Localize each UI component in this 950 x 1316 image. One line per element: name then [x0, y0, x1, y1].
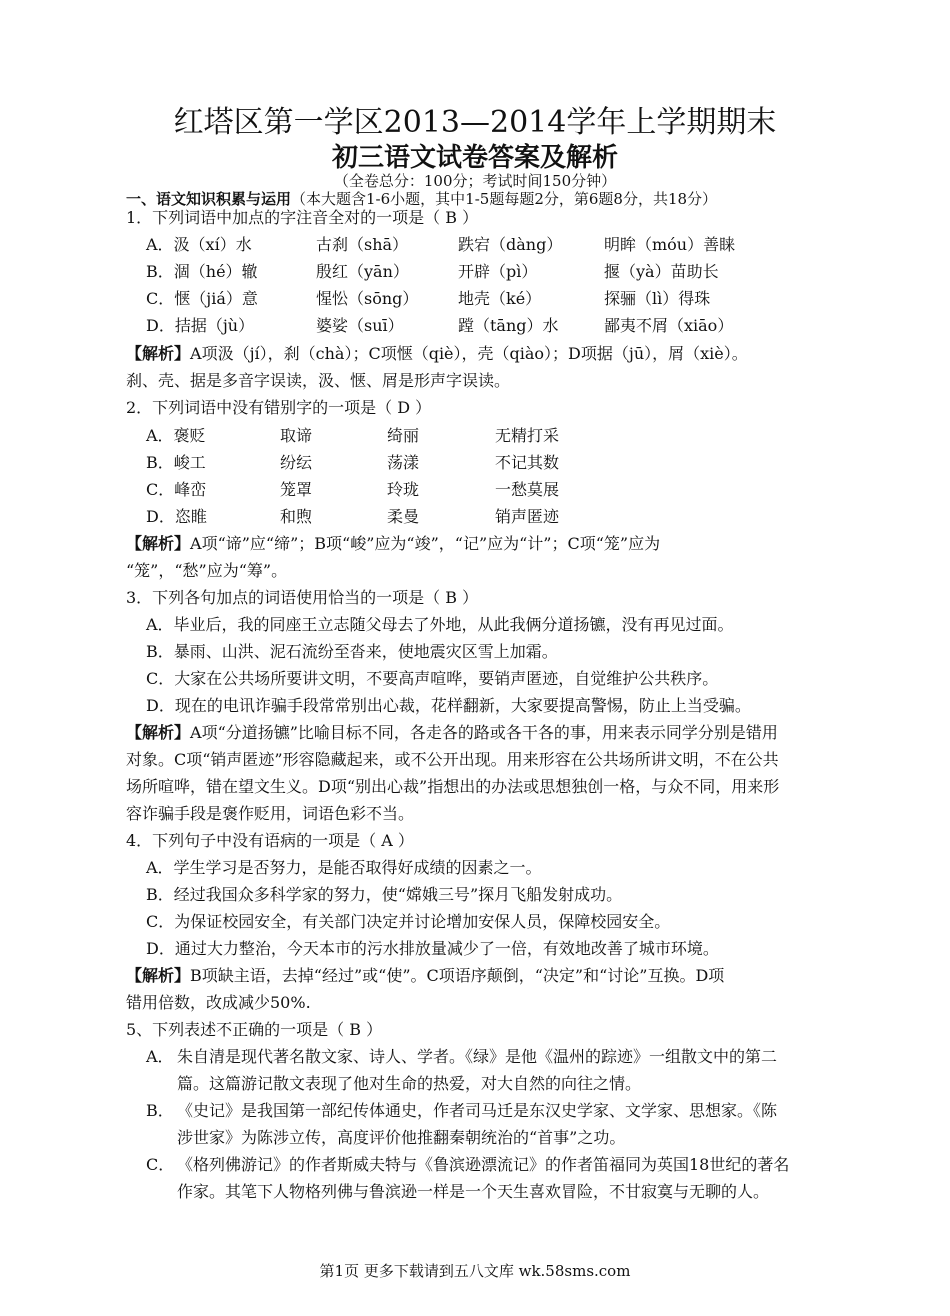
q1-cell: 探骊（lì）得珠 [604, 289, 711, 308]
q1-cell: 地壳（ké） [458, 289, 542, 308]
q5-option-text: 涉世家》为陈涉立传，高度评价他推翻秦朝统治的“首事”之功。 [177, 1128, 626, 1147]
q4-analysis [126, 965, 724, 987]
analysis-label: 【解析】 [126, 534, 191, 553]
doc-subtitle: （全卷总分：100分；考试时间150分钟） [333, 172, 617, 190]
analysis-text: A项“谛”应“缔”；B项“峻”应为“竣”，“记”应为“计”；C项“笼”应为 [190, 534, 661, 553]
question-5-stem: 5、下列表述不正确的一项是（ B ） [126, 1020, 383, 1039]
analysis-text: B项缺主语，去掉“经过”或“使”。C项语序颠倒，“决定”和“讨论”互换。D项 [190, 966, 725, 985]
doc-title-line2: 初三语文试卷答案及解析 [331, 143, 618, 173]
q3-analysis-line: 对象。C项“销声匿迹”形容隐藏起来，或不公开出现。用来形容在公共场所讲文明，不在公共 [126, 750, 779, 769]
q2-cell: 和煦 [280, 507, 313, 526]
q4-option: C．为保证校园安全，有关部门决定并讨论增加安保人员，保障校园安全。 [146, 912, 671, 931]
q4-option: A．学生学习是否努力，是能否取得好成绩的因素之一。 [146, 858, 542, 877]
q3-option: D．现在的电讯诈骗手段常常别出心裁，花样翻新，大家要提高警惕，防止上当受骗。 [146, 696, 751, 715]
q3-analysis-line: 容诈骗手段是褒作贬用，词语色彩不当。 [126, 804, 415, 823]
q2-cell: 柔曼 [387, 507, 420, 526]
q2-cell: 荡漾 [387, 453, 420, 472]
q1-cell: C．惬（jiá）意 [146, 289, 258, 308]
q1-cell: 揠（yà）苗助长 [604, 262, 719, 281]
q3-analysis-line: 场所喧哗，错在望文生义。D项“别出心裁”指想出的办法或思想独创一格，与众不同，用来形 [126, 777, 780, 796]
q1-cell: A．汲（xí）水 [146, 235, 252, 254]
q1-cell: 惺忪（sōng） [316, 289, 419, 308]
q2-analysis-line2: “笼”，“愁”应为“筹”。 [126, 561, 288, 580]
question-1-stem: 1．下列词语中加点的字注音全对的一项是（ B ） [126, 208, 479, 227]
q2-cell: B．峻工 [146, 453, 206, 472]
q2-cell: 不记其数 [495, 453, 560, 472]
section-note: （本大题含1-6小题，其中1-5题每题2分，第6题8分，共18分） [291, 190, 718, 208]
q1-cell: D．拮据（jù） [146, 316, 255, 335]
page-footer: 第1页 更多下载请到五八文库 wk.58sms.com [319, 1262, 631, 1280]
analysis-text: A项“分道扬镳”比喻目标不同，各走各的路或各干各的事，用来表示同学分别是错用 [190, 723, 778, 742]
q5-option-text: 篇。这篇游记散文表现了他对生命的热爱，对大自然的向往之情。 [177, 1074, 642, 1093]
q3-option: A．毕业后，我的同座王立志随父母去了外地，从此我俩分道扬镳，没有再见过面。 [146, 615, 734, 634]
q1-cell: 古刹（shā） [316, 235, 409, 254]
analysis-label: 【解析】 [126, 723, 191, 742]
q1-analysis-line2: 刹、壳、据是多音字误读，汲、惬、屑是形声字误读。 [126, 371, 511, 390]
q2-cell: 纷纭 [280, 453, 313, 472]
analysis-label: 【解析】 [126, 344, 191, 363]
q3-option: B．暴雨、山洪、泥石流纷至沓来，使地震灾区雪上加霜。 [146, 642, 558, 661]
question-2-stem: 2．下列词语中没有错别字的一项是（ D ） [126, 398, 432, 417]
q5-option-label: B． [146, 1101, 174, 1120]
q2-cell: 笼罩 [280, 480, 313, 499]
q2-cell: C．峰峦 [146, 480, 207, 499]
q4-option: D．通过大力整治，今天本市的污水排放量减少了一倍，有效地改善了城市环境。 [146, 939, 719, 958]
q2-cell: 无精打采 [495, 426, 560, 445]
q2-cell: 一愁莫展 [495, 480, 560, 499]
q3-option: C．大家在公共场所要讲文明，不要高声喧哗，要销声匿迹，自觉维护公共秩序。 [146, 669, 719, 688]
analysis-label: 【解析】 [126, 966, 191, 985]
analysis-text: A项汲（jí），刹（chà）；C项惬（qiè），壳（qiào）；D项据（jū），屑（xiè）。 [190, 344, 748, 363]
q2-cell: D．恣睢 [146, 507, 207, 526]
q1-cell: B．涸（hé）辙 [146, 262, 258, 281]
q2-cell: A．褒贬 [146, 426, 206, 445]
q5-option-text: 朱自清是现代著名散文家、诗人、学者。《绿》是他《温州的踪迹》一组散文中的第二 [177, 1047, 778, 1066]
q1-cell: 婆娑（suī） [316, 316, 404, 335]
q1-cell: 开辟（pì） [458, 262, 538, 281]
q1-cell: 明眸（móu）善睐 [604, 235, 736, 254]
q5-option-label: C． [146, 1155, 175, 1174]
q2-cell: 销声匿迹 [495, 507, 560, 526]
q5-option-text: 《格列佛游记》的作者斯威夫特与《鲁滨逊漂流记》的作者笛福同为英国18世纪的著名 [177, 1155, 790, 1174]
q5-option-label: A． [146, 1047, 174, 1066]
q1-analysis [126, 343, 748, 365]
doc-title-line1: 红塔区第一学区2013—2014学年上学期期末 [173, 105, 777, 140]
q1-cell: 鄙夷不屑（xiāo） [604, 316, 734, 335]
q4-option: B．经过我国众多科学家的努力，使“嫦娥三号”探月飞船发射成功。 [146, 885, 623, 904]
q1-cell: 殷红（yān） [316, 262, 409, 281]
q5-option-text: 《史记》是我国第一部纪传体通史，作者司马迁是东汉史学家、文学家、思想家。《陈 [177, 1101, 778, 1120]
q2-cell: 取谛 [280, 426, 313, 445]
section-title: 一、语文知识积累与运用 [126, 190, 292, 208]
q3-analysis [126, 722, 778, 744]
question-3-stem: 3．下列各句加点的词语使用恰当的一项是（ B ） [126, 588, 479, 607]
q2-analysis [126, 533, 660, 555]
question-4-stem: 4．下列句子中没有语病的一项是（ A ） [126, 831, 414, 850]
q1-cell: 蹚（tāng）水 [458, 316, 559, 335]
q2-cell: 玲珑 [387, 480, 420, 499]
q5-option-text: 作家。其笔下人物格列佛与鲁滨逊一样是一个天生喜欢冒险，不甘寂寞与无聊的人。 [177, 1182, 770, 1201]
q2-cell: 绮丽 [387, 426, 420, 445]
q1-cell: 跌宕（dàng） [458, 235, 563, 254]
q4-analysis-line: 错用倍数，改成减少50%. [126, 993, 311, 1012]
section-heading [126, 189, 717, 209]
